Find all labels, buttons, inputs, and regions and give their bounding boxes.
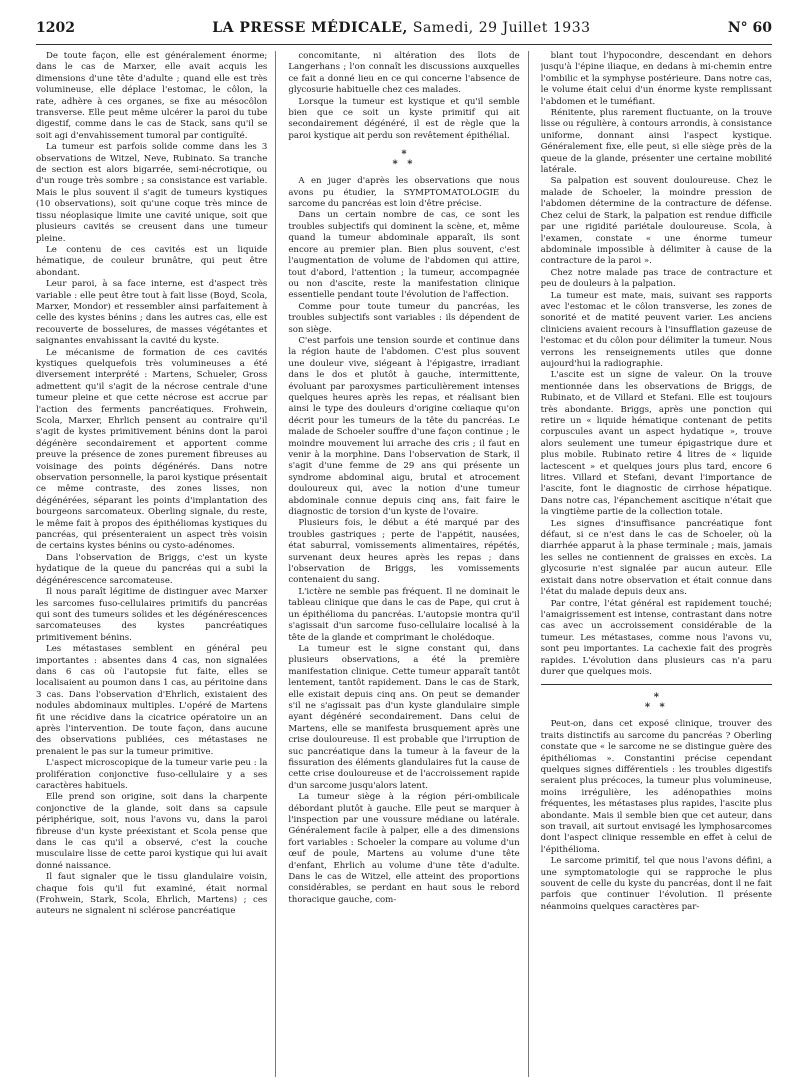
col1-paragraphs: [36, 51, 267, 918]
column-3: [541, 51, 772, 1077]
paragraph: Les métastases semblent en général peu importantes : absentes dans 4 cas, non signalées dans 6 cas où l'autopsie fut faite, elles se localisaient au poumon dans 1 cas, au péritoine dans 3 cas. Dans l'observation d'Ehrlich, existaient des nodules abdominaux multiples. L'opéré de Martens fit une récidive dans la cicatrice opératoire un an après l'intervention. De toute façon, dans aucune des observations publiées, ces métastases ne prenaient le pas sur la tumeur primitive.: [36, 644, 268, 757]
separator-star-top: *: [401, 149, 407, 161]
col2b-paragraphs: [288, 176, 519, 906]
issue-date: Samedi, 29 Juillet 1933: [412, 20, 591, 36]
column-1: [36, 51, 276, 1077]
paragraph: La tumeur est le signe constant qui, dans plusieurs observations, a été la première manifestation clinique. Cette tumeur apparaît tantôt lentement, tantôt rapidement. Dans le cas de Stark, elle existait depuis cinq ans. On peut se demander s'il ne s'agissait pas d'un kyste glandulaire simple ayant dégénéré secondairement. Dans celui de Martens, elle se manifesta brusquement après une crise douloureuse. Il est probable que l'irruption de suc pancréatique dans la tumeur à la faveur de la fissuration des éléments glandulaires fut la cause de cette crise douloureuse et de l'accroissement rapide d'un sarcome jusqu'alors latent.: [288, 643, 520, 791]
issue-number: N° 60: [727, 20, 772, 36]
paragraph: L'ictère ne semble pas fréquent. Il ne dominait le tableau clinique que dans le cas de Pape, qui crut à un épithélioma du pancréas. L'autopsie montra qu'il s'agissait d'un sarcome fuso-cellulaire localisé à la tête de la glande et comprimant le cholédoque.: [288, 586, 520, 643]
paragraph: A en juger d'après les observations que nous avons pu étudier, la SYMPTOMATOLOGIE du sarcome du pancréas est loin d'être précise.: [288, 176, 520, 210]
journal-name: LA PRESSE MÉDICALE,: [212, 20, 408, 36]
section-rule: [541, 684, 772, 685]
separator-star-top-2: *: [653, 692, 659, 704]
journal-masthead: [212, 20, 590, 36]
col3a-paragraphs: [541, 51, 772, 678]
separator-star-bottom-2: * *: [644, 702, 668, 714]
paragraph: Le contenu de ces cavités est un liquide hématique, de couleur brunâtre, qui peut être abondant.: [36, 244, 268, 278]
paragraph: Elle prend son origine, soit dans la charpente conjonctive de la glande, soit dans sa capsule périphérique, soit, nous l'avons vu, dans la paroi fibreuse d'un kyste préexistant et Scola pense que dans le cas qu'il a observé, c'est la couche musculaire lisse de cette paroi kystique qui lui avait donné naissance.: [36, 792, 268, 871]
paragraph: Dans un certain nombre de cas, ce sont les troubles subjectifs qui dominent la scène, et, même quand la tumeur abdominale apparaît, ils sont encore au premier plan. Bien plus souvent, c'est l'augmentation de volume de l'abdomen qui attire, tout d'abord, l'attention ; la tumeur, accompagnée ou non d'ascite, reste la manifestation clinique essentielle pendant toute l'évolution de l'affection.: [288, 210, 520, 301]
paragraph: C'est parfois une tension sourde et continue dans la région haute de l'abdomen. C'est plus souvent une douleur vive, siégeant à l'épigastre, irradiant dans le dos et plutôt à gauche, intermittente, évoluant par paroxysmes particulièrement intenses quelques heures après les repas, et réalisant bien ainsi le type des douleurs d'origine cœliaque qu'on décrit pour les tumeurs de la tête du pancréas. Le malade de Schoeler souffre d'une façon continue ; le moindre mouvement lui arrache des cris ; il faut en venir à la morphine. Dans l'observation de Stark, il s'agit d'une femme de 29 ans qui présente un syndrome abdominal aigu, brutal et atrocement douloureux qui, avec la notion d'une tumeur abdominale connue depuis cinq ans, fait faire le diagnostic de torsion d'un kyste de l'ovaire.: [288, 335, 520, 518]
paragraph: Comme pour toute tumeur du pancréas, les troubles subjectifs sont variables : ils dépendent de son siège.: [288, 301, 520, 335]
paragraph: La tumeur est parfois solide comme dans les 3 observations de Witzel, Neve, Rubinato. Sa tranche de section est alors bigarrée, semi-nécrotique, ou d'un rouge très sombre ; sa consistance est variable. Mais le plus souvent il s'agit de tumeurs kystiques (10 observations), soit qu'une coque très mince de tissu néoplasique limite une cavité unique, soit que plusieurs cavités se creusent dans une tumeur pleine.: [36, 142, 268, 244]
paragraph: L'aspect microscopique de la tumeur varie peu : la prolifération conjonctive fuso-cellulaire y a ses caractères habituels.: [36, 758, 268, 791]
paragraph: L'ascite est un signe de valeur. On la trouve mentionnée dans les observations de Briggs, de Rubinato, et de Villard et Stefani. Elle est toujours très abondante. Briggs, après une ponction qui retire un « liquide hématique contenant de petits corpuscules avant un aspect hydatique », trouve alors seulement une tumeur épigastrique dure et plus mobile. Rubinato retire 4 litres de « liquide lactescent » et quelques jours plus tard, encore 6 litres. Villard et Stefani, devant l'importance de l'ascite, font le diagnostic de cirrhose hépatique. Dans notre cas, l'épanchement ascitique n'était que la vingtième partie de la collection totale.: [540, 370, 772, 518]
col2a-paragraphs: [288, 51, 519, 142]
separator-star-bottom: * *: [392, 159, 416, 171]
article-columns: [36, 51, 772, 1077]
paragraph: Le mécanisme de formation de ces cavités kystiques quelquefois très volumineuses a été diversement interprété : Martens, Schueler, Gross admettent qu'il s'agit de la nécrose centrale d'une tumeur pleine et que cette nécrose est accrue par l'action des ferments pancréatiques. Frohwein, Scola, Marxer, Ehrlich pensent au contraire qu'il s'agit de kystes primitivement bénins dont la paroi dégénère secondairement et apportent comme preuve la présence de zones purement fibreuses au voisinage des points dégénérés. Dans notre observation personnelle, la paroi kystique présentait ce même contraste, des zones lisses, non dégénérées, séparant les points d'implantation des bourgeons sarcomateux. Oberling signale, du reste, le même fait à propos des épithéliomas kystiques du pancréas, qui présenteraient un aspect très voisin de certains kystes bénins ou cysto-adénomes.: [36, 347, 268, 552]
paragraph: Sa palpation est souvent douloureuse. Chez le malade de Schoeler, la moindre pression de l'abdomen détermine de la contracture de défense. Chez celui de Stark, la palpation est rendue difficile par une rigidité pariétale douloureuse. Scola, à l'examen, constate « une énorme tumeur abdominale impossible à délimiter à cause de la contracture de la paroi ».: [540, 176, 772, 267]
paragraph: blant tout l'hypocondre, descendant en dehors jusqu'à l'épine iliaque, en dedans à mi-chemin entre l'ombilic et la symphyse postérieure. Dans notre cas, le volume était celui d'un énorme kyste remplissant l'abdomen et le tuméfiant.: [540, 51, 772, 107]
page-number: 1202: [36, 20, 75, 36]
page-header: [36, 20, 772, 45]
paragraph: Il faut signaler que le tissu glandulaire voisin, chaque fois qu'il fut examiné, était normal (Frohwein, Stark, Scola, Ehrlich, Martens) ; ces auteurs ne signalent ni sclérose pancréatique: [36, 872, 268, 917]
paragraph: Peut-on, dans cet exposé clinique, trouver des traits distinctifs au sarcome du pancréas ? Oberling constate que « le sarcome ne se distingue guère des épithéliomas ». Constantini précise cependant quelques signes différentiels : les troubles digestifs seraient plus précoces, la tumeur plus volumineuse, moins irrégulière, les adénopathies moins fréquentes, les métastases plus rapides, l'ascite plus abondante. Mais il semble bien que cet auteur, dans son travail, ait surtout envisagé les lymphosarcomes dont l'aspect clinique ressemble en effet à celui de l'épithélioma.: [540, 719, 772, 855]
paragraph: Plusieurs fois, le début a été marqué par des troubles gastriques ; perte de l'appétit, nausées, état saburral, vomissements alimentaires, répétés, survenant deux heures après les repas ; dans l'observation de Briggs, les vomissements contenaient du sang.: [288, 518, 520, 586]
paragraph: La tumeur siège à la région péri-ombilicale débordant plutôt à gauche. Elle peut se marquer à l'inspection par une voussure médiane ou latérale. Généralement facile à palper, elle a des dimensions fort variables : Schoeler la compare au volume d'un œuf de poule, Martens au volume d'une tête d'enfant, Ehrlich au volume d'une tête d'adulte. Dans le cas de Witzel, elle atteint des proportions considérables, se perdant en haut sous le rebord thoracique gauche, com-: [288, 792, 520, 905]
paragraph: Il nous paraît légitime de distinguer avec Marxer les sarcomes fuso-cellulaires primitifs du pancréas qui sont des tumeurs solides et les dégénérescences sarcomateuses des kystes pancréatiques primitivement bénins.: [36, 587, 268, 643]
paragraph: La tumeur est mate, mais, suivant ses rapports avec l'estomac et le côlon transverse, les zones de sonorité et de matité peuvent varier. Les anciens cliniciens avaient recours à l'insufflation gazeuse de l'estomac et du côlon pour délimiter la tumeur. Nous verrons les renseignements utiles que donne aujourd'hui la radiographie.: [540, 290, 772, 369]
col3b-paragraphs: [541, 719, 772, 913]
section-separator-stars: [288, 150, 519, 170]
paragraph: Par contre, l'état général est rapidement touché; l'amaigrissement est intense, contrastant dans notre cas avec un accroissement considérable de la tumeur. Les métastases, comme nous l'avons vu, sont peu importantes. La cachexie fait des progrès rapides. L'évolution dans plusieurs cas n'a paru durer que quelques mois.: [540, 598, 772, 677]
paragraph: Chez notre malade pas trace de contracture et peu de douleurs à la palpation.: [540, 267, 772, 290]
paragraph: Dans l'observation de Briggs, c'est un kyste hydatique de la queue du pancréas qui a subi la dégénérescence sarcomateuse.: [36, 552, 268, 586]
paragraph: Leur paroi, à sa face interne, est d'aspect très variable : elle peut être tout à fait lisse (Boyd, Scola, Marxer, Mondor) et ressembler ainsi parfaitement à celle des kystes bénins ; dans les autres cas, elle est recouverte de bosselures, de masses végétantes et saignantes envahissant la cavité du kyste.: [36, 279, 268, 347]
paragraph: Les signes d'insuffisance pancréatique font défaut, si ce n'est dans le cas de Schoeler, où la diarrhée apparut à la phase terminale ; mais, jamais les selles ne contiennent de graisses en excès. La glycosurie n'est signalée par aucun auteur. Elle existait dans notre observation et était connue dans l'état du malade depuis deux ans.: [540, 518, 772, 598]
column-2: [288, 51, 528, 1077]
paragraph: Lorsque la tumeur est kystique et qu'il semble bien que ce soit un kyste primitif qui ait secondairement dégénéré, il est de règle que la paroi kystique ait perdu son revêtement épithélial.: [288, 96, 520, 141]
paragraph: concomitante, ni altération des îlots de Langerhans ; l'on connaît les discussions auxquelles ce fait a donné lieu en ce qui concerne l'absence de glycosurie habituelle chez ces malades.: [288, 51, 520, 96]
section-separator-stars-2: [541, 693, 772, 713]
paragraph: Le sarcome primitif, tel que nous l'avons défini, a une symptomatologie qui se rapproche le plus souvent de celle du kyste du pancréas, dont il ne fait parfois que continuer l'évolution. Il présente néanmoins quelques caractères par-: [540, 856, 772, 912]
paragraph: Rénitente, plus rarement fluctuante, on la trouve lisse ou régulière, à contours arrondis, à consistance uniforme, donnant ainsi l'aspect kystique. Généralement fixe, elle peut, si elle siège près de la queue de la glande, présenter une certaine mobilité latérale.: [540, 108, 772, 176]
paragraph: De toute façon, elle est généralement énorme; dans le cas de Marxer, elle avait acquis les dimensions d'une tête d'adulte ; quand elle est très volumineuse, elle déplace l'estomac, le côlon, la rate, adhère à ces organes, se fixe au mésocôlon transverse. Elle peut même ulcérer la paroi du tube digestif, comme dans le cas de Stack, sans qu'il se soit agi d'envahissement tumoral par contiguïté.: [36, 51, 268, 141]
